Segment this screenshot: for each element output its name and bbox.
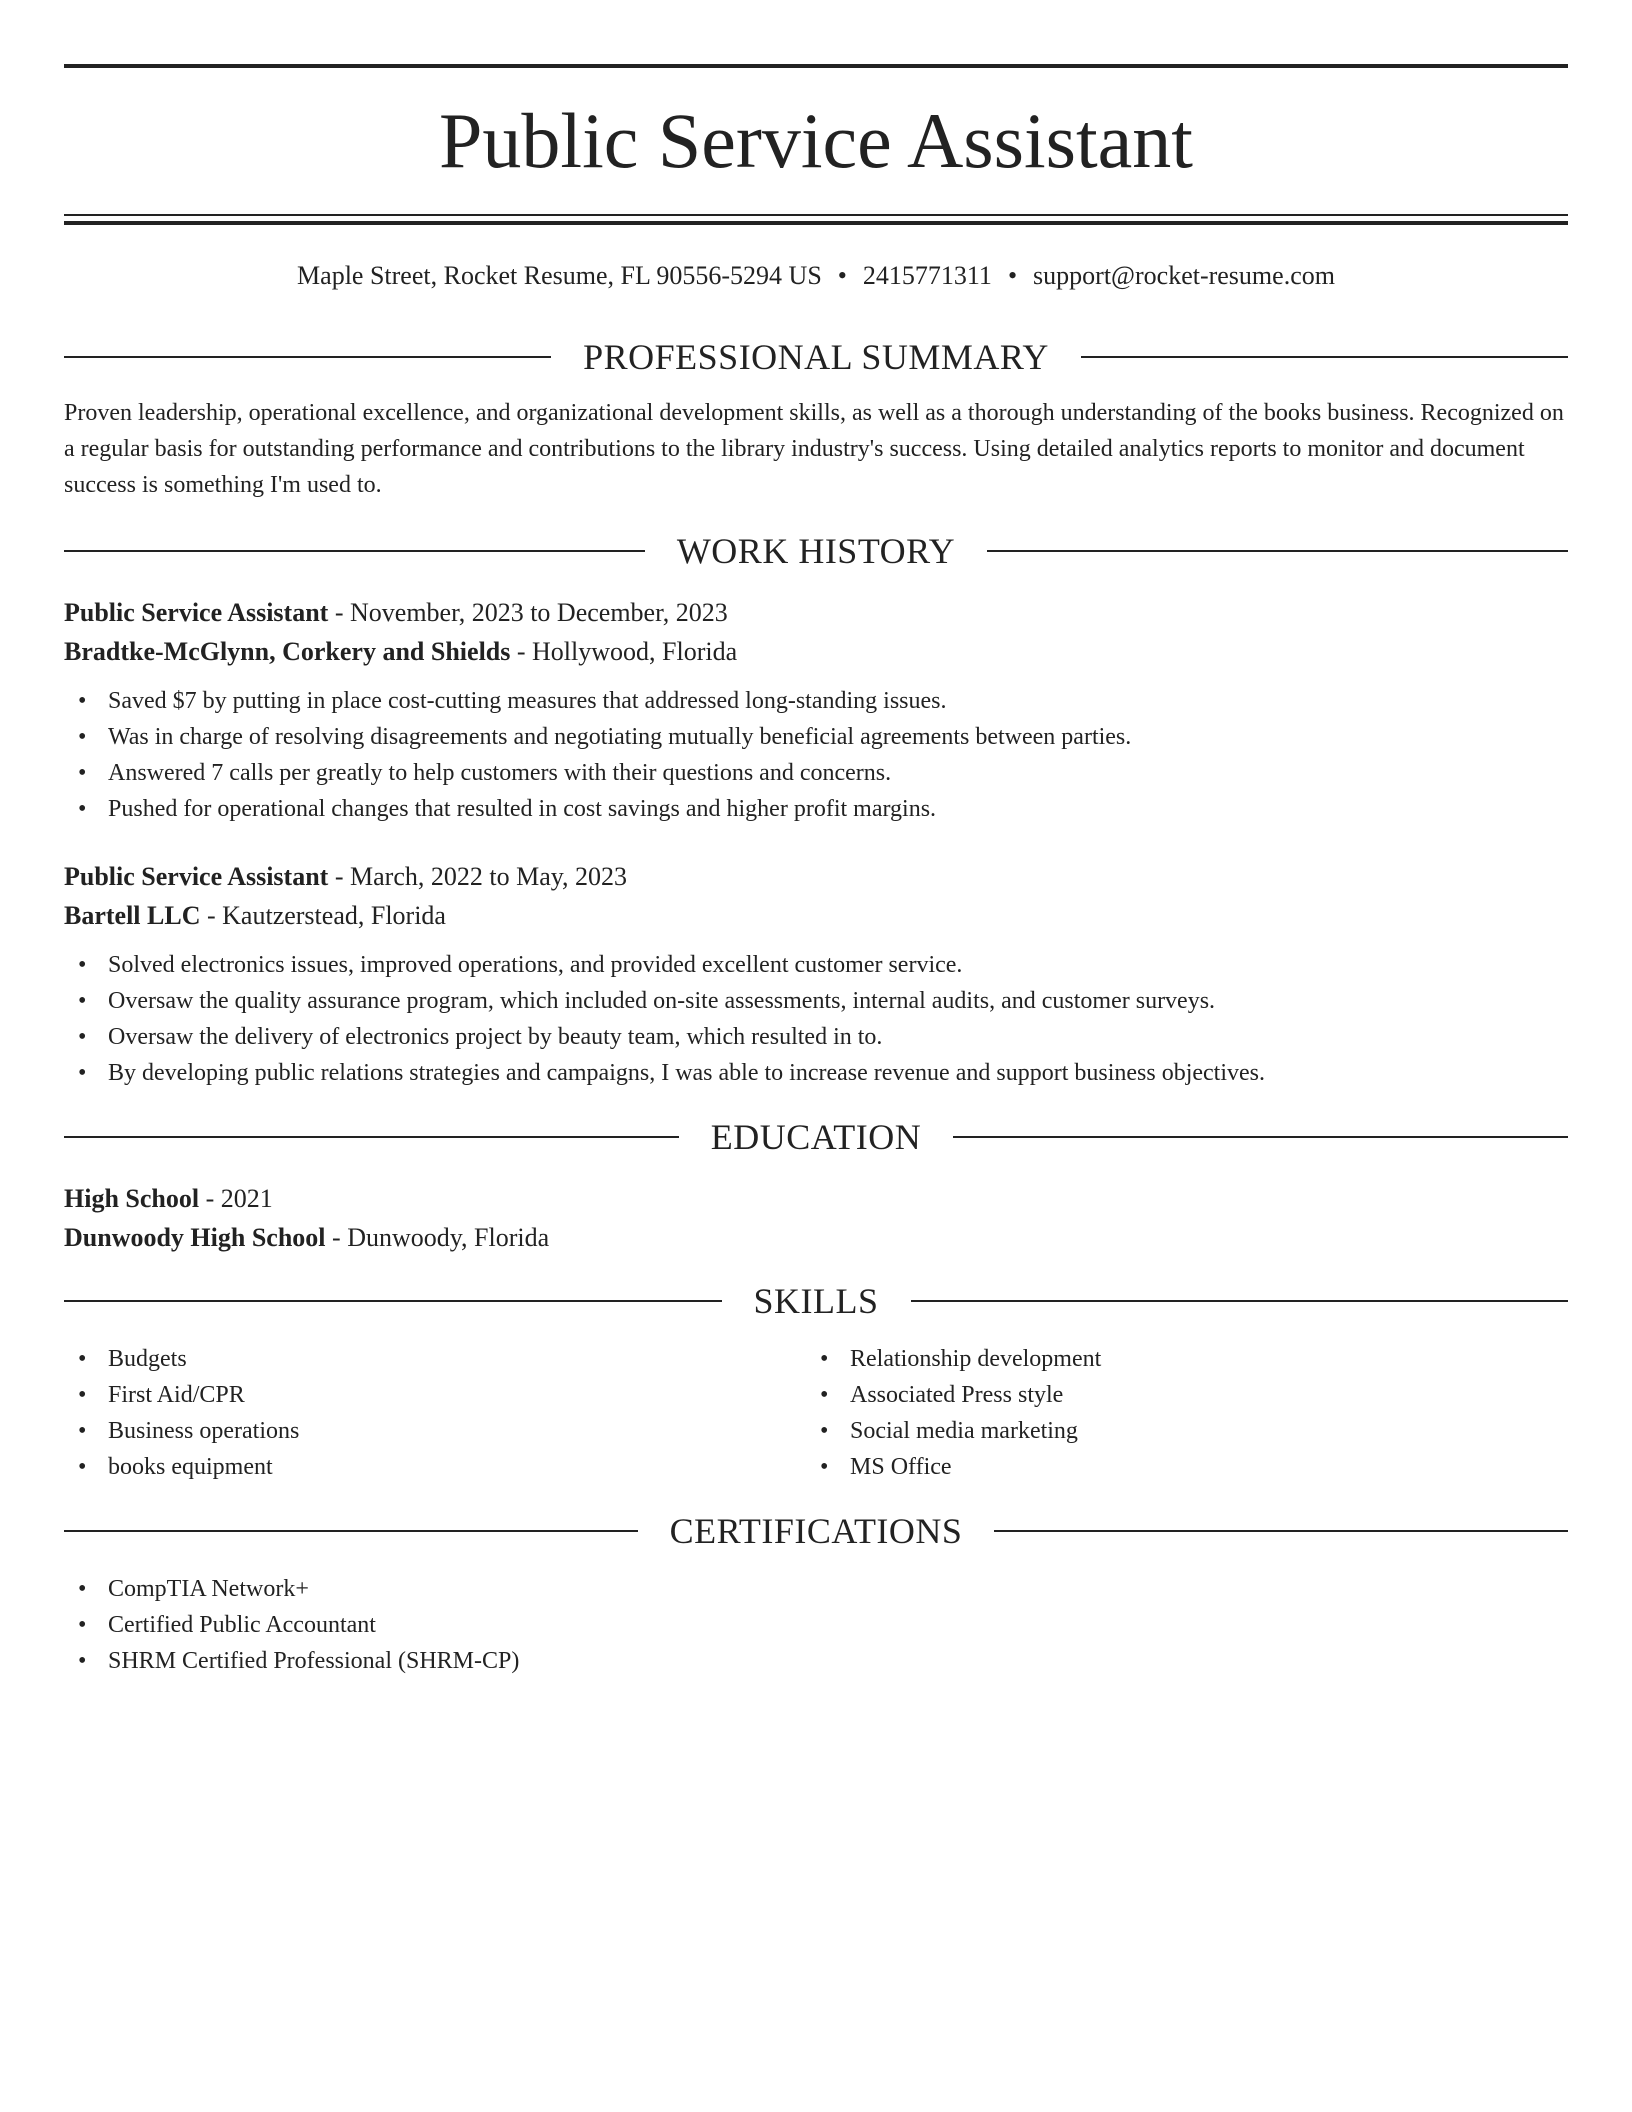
divider-line — [1081, 356, 1568, 358]
list-item: • CompTIA Network+ — [64, 1571, 1568, 1607]
section-label: WORK HISTORY — [676, 531, 956, 571]
job-company: Bradtke-McGlynn, Corkery and Shields — [64, 637, 511, 666]
divider-line — [64, 1136, 679, 1138]
education-location: - Dunwoody, Florida — [325, 1223, 550, 1252]
section-label: SKILLS — [753, 1281, 879, 1321]
divider-line — [987, 550, 1568, 552]
list-item: • Pushed for operational changes that resulted in cost savings and higher profit margins. — [64, 791, 1568, 827]
list-item: • Oversaw the quality assurance program, which included on-site assessments, internal audits, and customer surveys. — [64, 983, 1568, 1019]
list-item: • Budgets — [64, 1341, 806, 1377]
job-role: Public Service Assistant — [64, 598, 329, 627]
summary-text: Proven leadership, operational excellence, and organizational development skills, as well as a thorough understanding of the books business. Recognized on a regular basis for outstanding performance and contributions to the library industry's success. Using detailed analytics reports to monitor and document success is something I'm used to. — [64, 400, 1564, 498]
list-item: • books equipment — [64, 1449, 806, 1485]
skills-right-column — [806, 1341, 1548, 1485]
list-item: • Social media marketing — [806, 1413, 1548, 1449]
list-item: • Was in charge of resolving disagreements and negotiating mutually beneficial agreements between parties. — [64, 719, 1568, 755]
divider-line — [994, 1530, 1568, 1532]
top-rule — [64, 64, 1568, 68]
section-label: PROFESSIONAL SUMMARY — [583, 337, 1049, 377]
job-location: - Hollywood, Florida — [510, 637, 738, 666]
list-item: • First Aid/CPR — [64, 1377, 806, 1413]
list-item: • By developing public relations strategies and campaigns, I was able to increase revenue and support business objectives. — [64, 1055, 1568, 1091]
list-item: • Certified Public Accountant — [64, 1607, 1568, 1643]
education-entry — [64, 1179, 1568, 1257]
job-company: Bartell LLC — [64, 901, 201, 930]
contact-phone: 2415771311 — [862, 261, 992, 290]
double-rule — [64, 214, 1568, 225]
job-company-line — [64, 896, 1568, 935]
job-role-line — [64, 593, 1568, 632]
resume-page — [64, 0, 1568, 1679]
section-label: CERTIFICATIONS — [669, 1511, 963, 1551]
education-degree: High School — [64, 1184, 200, 1213]
job-entry — [64, 593, 1568, 671]
contact-email: support@rocket-resume.com — [1033, 261, 1335, 290]
education-degree-line — [64, 1179, 1568, 1218]
list-item: • Relationship development — [806, 1341, 1548, 1377]
list-item: • Saved $7 by putting in place cost-cutting measures that addressed long-standing issues. — [64, 683, 1568, 719]
section-title-education — [64, 1119, 1568, 1155]
job-company-line — [64, 632, 1568, 671]
education-school-line — [64, 1218, 1568, 1257]
job-dates: - March, 2022 to May, 2023 — [328, 862, 628, 891]
contact-address: Maple Street, Rocket Resume, FL 90556-5294 US — [297, 261, 822, 290]
section-label: EDUCATION — [710, 1117, 922, 1157]
list-item: • MS Office — [806, 1449, 1548, 1485]
list-item: • Associated Press style — [806, 1377, 1548, 1413]
divider-line — [64, 550, 645, 552]
list-item: • Solved electronics issues, improved operations, and provided excellent customer service. — [64, 947, 1568, 983]
job-role: Public Service Assistant — [64, 862, 329, 891]
job-bullets — [64, 947, 1568, 1091]
job-location: - Kautzerstead, Florida — [200, 901, 446, 930]
divider-line — [64, 356, 551, 358]
divider-line — [911, 1300, 1569, 1302]
divider-line — [953, 1136, 1568, 1138]
education-school: Dunwoody High School — [64, 1223, 326, 1252]
divider-line — [64, 1530, 638, 1532]
skills-left-column — [64, 1341, 806, 1485]
section-title-summary — [64, 339, 1568, 375]
contact-separator: • — [1007, 261, 1018, 290]
job-role-line — [64, 857, 1568, 896]
skills-grid — [64, 1341, 1568, 1485]
section-title-certifications — [64, 1513, 1568, 1549]
list-item: • Answered 7 calls per greatly to help customers with their questions and concerns. — [64, 755, 1568, 791]
list-item: • Business operations — [64, 1413, 806, 1449]
job-bullets — [64, 683, 1568, 827]
contact-separator: • — [837, 261, 847, 290]
list-item: • Oversaw the delivery of electronics project by beauty team, which resulted in to. — [64, 1019, 1568, 1055]
list-item: • SHRM Certified Professional (SHRM-CP) — [64, 1643, 1568, 1679]
contact-line — [64, 263, 1568, 289]
section-title-work-history — [64, 533, 1568, 569]
education-year: - 2021 — [199, 1184, 273, 1213]
job-dates: - November, 2023 to December, 2023 — [328, 598, 728, 627]
candidate-name: Public Service Assistant — [439, 97, 1193, 184]
divider-line — [64, 1300, 722, 1302]
job-entry — [64, 857, 1568, 935]
section-title-skills — [64, 1283, 1568, 1319]
certifications-list — [64, 1571, 1568, 1679]
